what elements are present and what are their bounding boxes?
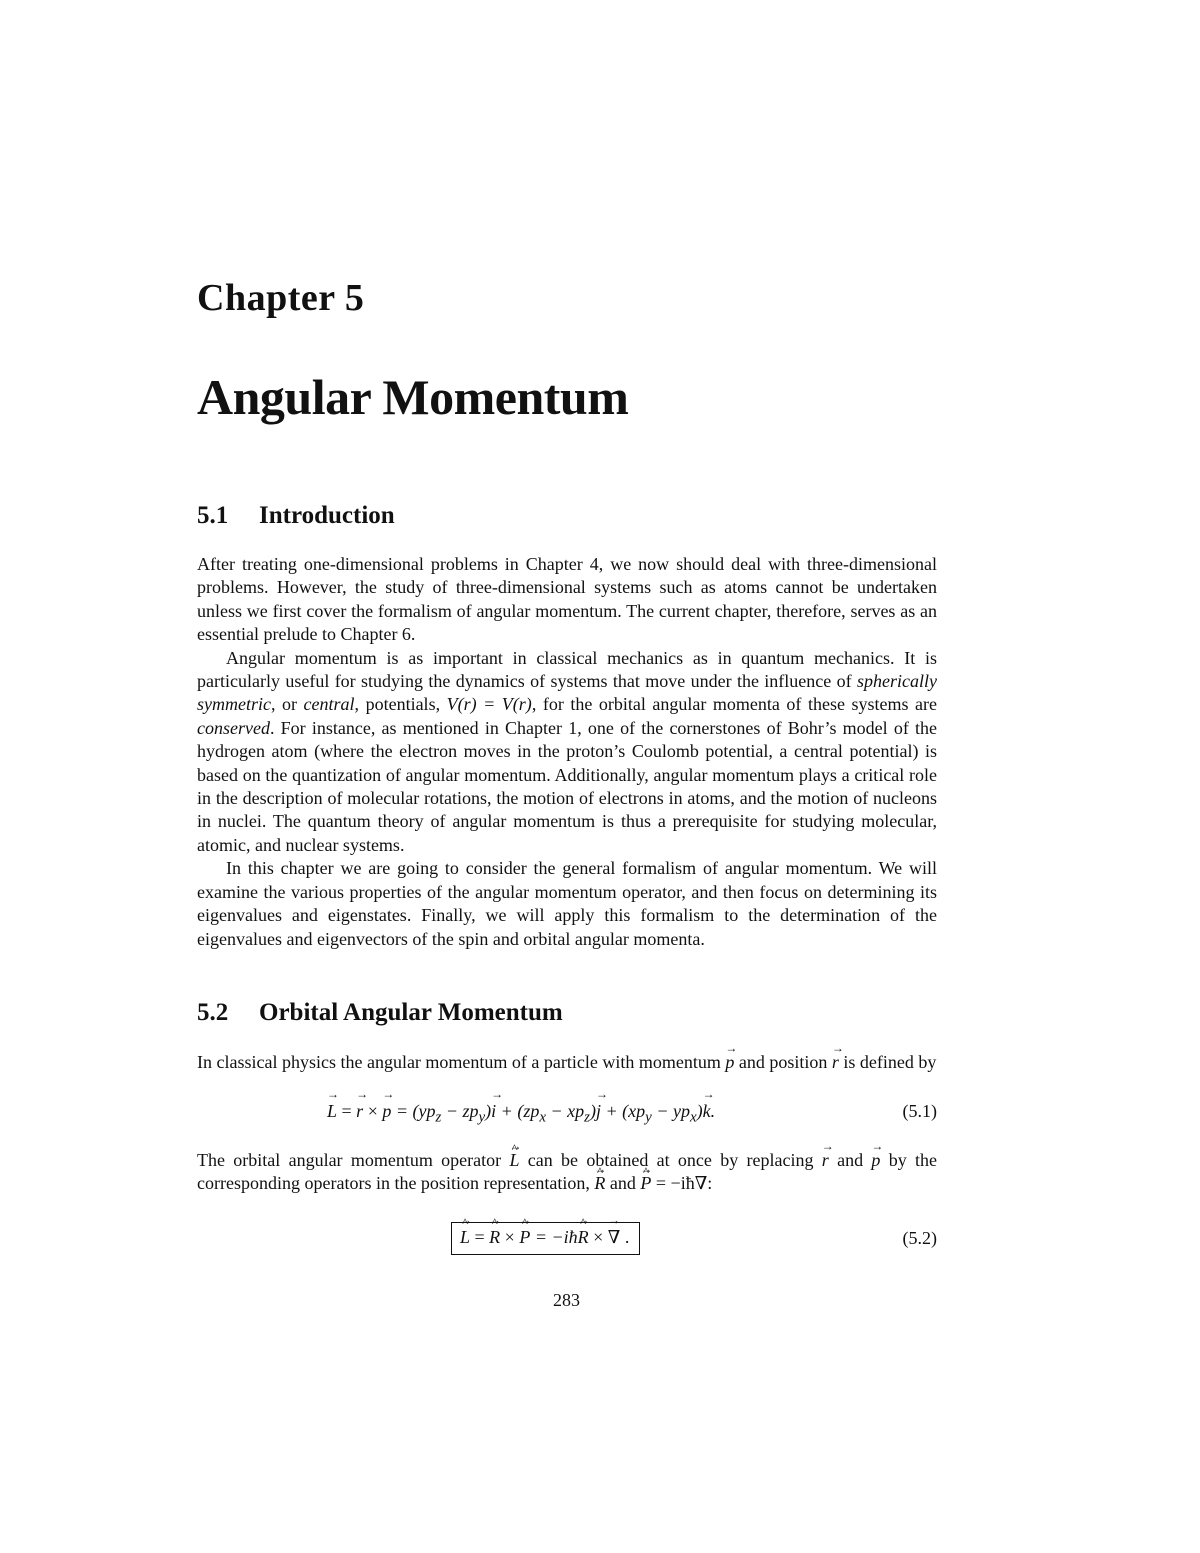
boxed-equation: → L ^ = → R ^ × → P ^ = −iħ→ R ^ × → ∇ . bbox=[451, 1222, 640, 1255]
paragraph: In classical physics the angular momentum of a particle with momentum → p and position → r is defined by bbox=[197, 1051, 937, 1074]
operator-R: → R ^ bbox=[594, 1172, 605, 1195]
equation-5-2 bbox=[197, 1228, 937, 1258]
equation-body: → L = → r × → $p = (yp_z - zp_y)\to i + (zp_x - xp_z)\to j + (xp_y - yp_x)\to k$. bbox=[327, 1101, 715, 1127]
operator-P: → P ^ bbox=[640, 1172, 651, 1195]
section-title: Introduction bbox=[259, 502, 395, 529]
paragraph: The orbital angular momentum operator → L ^ can be obtained at once by replacing → r and → p by the corresponding operators in the position representation, → R ^ and → P ^ = −iħ∇: bbox=[197, 1149, 937, 1196]
orbital-intro-paragraph bbox=[197, 1051, 937, 1074]
introduction-body bbox=[197, 553, 937, 951]
section-heading-introduction bbox=[197, 502, 395, 530]
vector-r: → r bbox=[832, 1051, 839, 1074]
chapter-label: Chapter 5 bbox=[197, 277, 365, 319]
operator-paragraph bbox=[197, 1149, 937, 1196]
equation-number: (5.2) bbox=[902, 1228, 937, 1248]
vector-p: → p bbox=[725, 1051, 734, 1074]
emphasis: spherically symmetric bbox=[197, 671, 937, 715]
equation-number: (5.1) bbox=[902, 1101, 937, 1121]
section-number: 5.2 bbox=[197, 999, 229, 1026]
section-heading-orbital-angular-momentum bbox=[197, 999, 563, 1027]
paragraph: After treating one-dimensional problems in Chapter 4, we now should deal with three-dimensional problems. However, the study of three-dimensional systems such as atoms cannot be undertaken unless we first cover the formalism of angular momentum. The current chapter, therefore, serves as an essential prelude to Chapter 6. bbox=[197, 554, 937, 645]
vector-p: → p bbox=[871, 1149, 880, 1172]
section-title: Orbital Angular Momentum bbox=[259, 999, 563, 1026]
operator-L: → L ^ bbox=[509, 1149, 519, 1172]
equation-5-1 bbox=[197, 1101, 937, 1131]
page-number: 283 bbox=[553, 1290, 580, 1310]
emphasis: central bbox=[303, 694, 355, 715]
chapter-title: Angular Momentum bbox=[197, 369, 629, 425]
inline-formula: V(r) = V(r) bbox=[446, 694, 532, 715]
emphasis: conserved bbox=[197, 717, 270, 738]
paragraph: Angular momentum is as important in classical mechanics as in quantum mechanics. It is particularly useful for studying the dynamics of systems that move under the influence of spherically symmetric, or central, potentials, V(r) = V(r), for the orbital angular momenta of these systems are conserved. For instance, as mentioned in Chapter 1, one of the cornerstones of Bohr’s model of the hydrogen atom (where the electron moves in the proton’s Coulomb potential, a central potential) is based on the quantization of angular momentum. Additionally, angular momentum plays a critical role in the description of molecular rotations, the motion of electrons in atoms, and the motion of nucleons in nuclei. The quantum theory of angular momentum is thus a prerequisite for studying molecular, atomic, and nuclear systems. bbox=[197, 647, 937, 855]
section-number: 5.1 bbox=[197, 502, 229, 529]
paragraph: In this chapter we are going to consider the general formalism of angular momentum. We will examine the various properties of the angular momentum operator, and then focus on determining its eigenvalues and eigenstates. Finally, we will apply this formalism to the determination of the eigenvalues and eigenvectors of the spin and orbital angular momenta. bbox=[197, 858, 937, 949]
vector-r: → r bbox=[822, 1149, 829, 1172]
